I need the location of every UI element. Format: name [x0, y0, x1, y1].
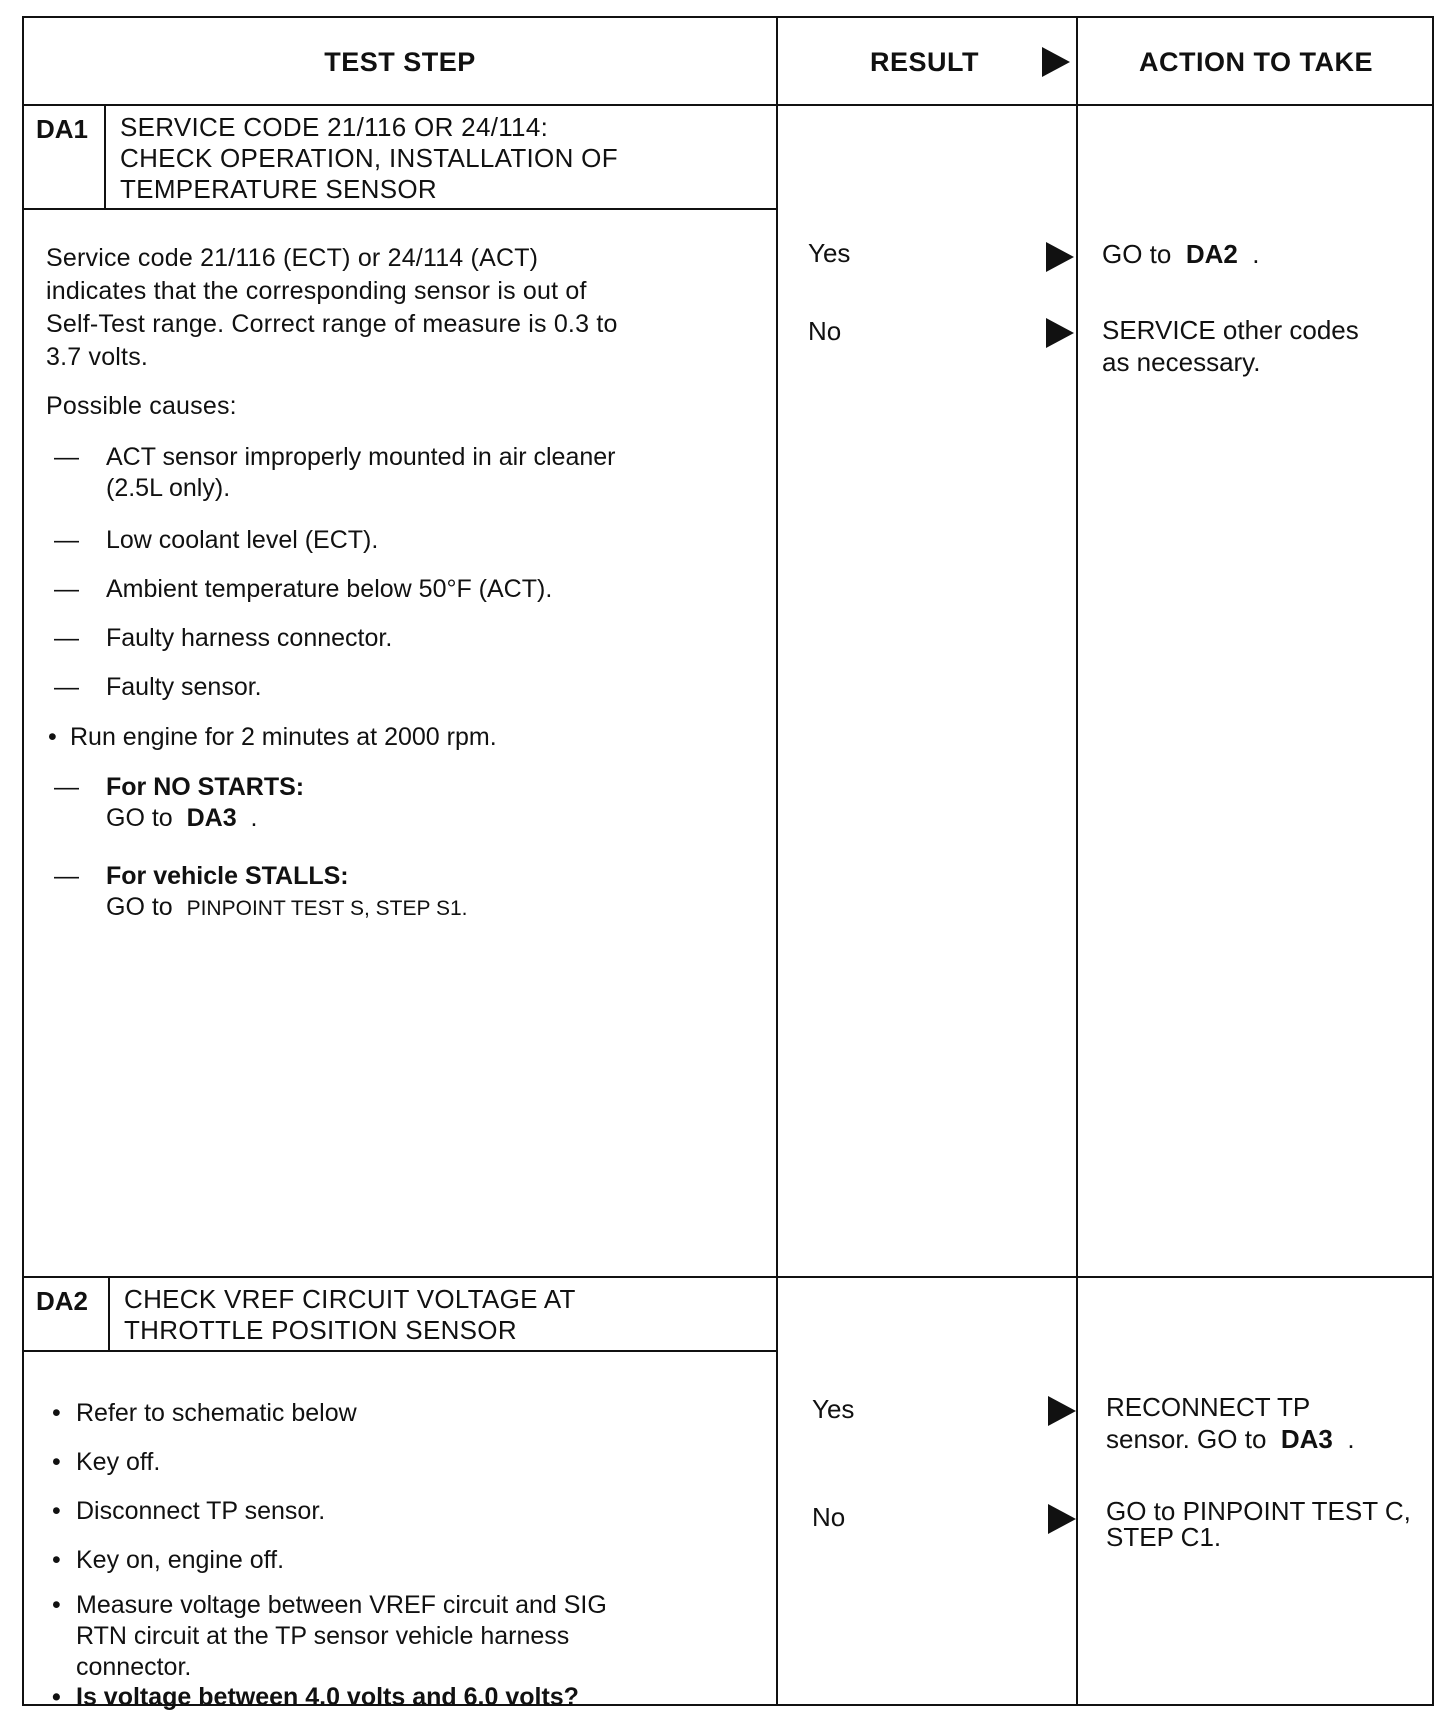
dash-icon: — [54, 862, 79, 890]
da2-action-no-line: STEP C1. [1106, 1522, 1222, 1552]
da2-bullet: Key on, engine off. [76, 1546, 285, 1574]
da1-no-starts [106, 772, 304, 834]
dash-icon: — [54, 443, 79, 471]
da2-title-line: CHECK VREF CIRCUIT VOLTAGE AT [124, 1284, 576, 1314]
da1-step-header [24, 106, 776, 210]
bullet-icon: • [52, 1497, 61, 1525]
da1-cause-line: (2.5L only). [106, 474, 231, 502]
da1-cause: Ambient temperature below 50°F (ACT). [106, 575, 553, 603]
da1-intro-line: 3.7 volts. [46, 343, 149, 371]
dash-icon: — [54, 624, 79, 652]
da1-action-no [1102, 314, 1359, 378]
da1-run-engine: Run engine for 2 minutes at 2000 rpm. [70, 723, 497, 751]
da2-step-id: DA2 [24, 1278, 110, 1350]
da1-cause [106, 442, 616, 504]
go-to-text: sensor. GO to [1106, 1424, 1267, 1454]
da1-intro-line: Service code 21/116 (ECT) or 24/114 (ACT) [46, 244, 539, 272]
period-text: . [1347, 1424, 1355, 1454]
da2-measure-line: Measure voltage between VREF circuit and SIG [76, 1591, 607, 1619]
diagnostic-table [22, 16, 1434, 1711]
da2-title-line: THROTTLE POSITION SENSOR [124, 1315, 517, 1345]
header-result: RESULT [870, 46, 979, 77]
da2-action-yes-target[interactable]: DA3 [1280, 1424, 1333, 1454]
bullet-icon: • [52, 1591, 61, 1619]
da2-bullet: Key off. [76, 1448, 161, 1476]
da1-cause: Faulty sensor. [106, 673, 262, 701]
da2-question: Is voltage between 4.0 volts and 6.0 volts? [76, 1683, 579, 1711]
da2-action-no [1106, 1498, 1411, 1550]
da2-result-yes: Yes [812, 1394, 855, 1424]
da1-step-id: DA1 [24, 106, 106, 208]
da1-intro-line: Self-Test range. Correct range of measure is 0.3 to [46, 310, 618, 338]
column-divider-result [776, 18, 778, 1704]
column-divider-action [1076, 18, 1078, 1704]
da2-bullet: Disconnect TP sensor. [76, 1497, 326, 1525]
da2-bullet: Refer to schematic below [76, 1399, 357, 1427]
period-text: . [250, 804, 258, 832]
da2-action-yes [1106, 1391, 1355, 1455]
bullet-icon: • [52, 1683, 61, 1711]
da1-intro [46, 242, 761, 374]
da2-measure-line: RTN circuit at the TP sensor vehicle harness [76, 1622, 570, 1650]
da1-step-title [106, 106, 776, 208]
header-test-step: TEST STEP [324, 46, 476, 77]
da1-action-no-line: as necessary. [1102, 347, 1261, 377]
da1-no-starts-label: For NO STARTS: [106, 773, 305, 801]
da1-result-yes: Yes [808, 238, 851, 268]
da1-stalls-go [106, 892, 467, 924]
bullet-icon: • [48, 723, 57, 751]
da1-stalls [106, 861, 467, 924]
header-action: ACTION TO TAKE [1139, 46, 1373, 77]
bullet-icon: • [52, 1546, 61, 1574]
header-arrow-icon [1042, 47, 1070, 77]
result-arrow-icon [1046, 318, 1074, 348]
da1-stalls-label: For vehicle STALLS: [106, 862, 349, 890]
bullet-icon: • [52, 1399, 61, 1427]
da2-action-yes-line [1106, 1423, 1355, 1455]
da2-action-yes-line: RECONNECT TP [1106, 1392, 1311, 1422]
da1-action-yes [1102, 238, 1260, 270]
dash-icon: — [54, 673, 79, 701]
da1-cause-line: ACT sensor improperly mounted in air cleaner [106, 443, 616, 471]
da1-no-starts-target[interactable]: DA3 [186, 804, 237, 832]
bullet-icon: • [52, 1448, 61, 1476]
da1-possible-causes-label: Possible causes: [46, 392, 237, 420]
go-to-text: GO to [106, 893, 173, 921]
result-arrow-icon [1048, 1504, 1076, 1534]
result-arrow-icon [1048, 1396, 1076, 1426]
da1-stalls-target[interactable]: PINPOINT TEST S, STEP S1. [186, 897, 468, 920]
da1-intro-line: indicates that the corresponding sensor is out of [46, 277, 587, 305]
da1-action-yes-target[interactable]: DA2 [1185, 239, 1238, 269]
go-to-text: GO to [106, 804, 173, 832]
period-text: . [1252, 239, 1260, 269]
da2-measure [76, 1590, 607, 1683]
go-to-text: GO to [1102, 239, 1172, 269]
da1-result-no: No [808, 316, 842, 346]
da2-step-header [24, 1278, 776, 1352]
da1-title-line: TEMPERATURE SENSOR [120, 174, 437, 204]
da2-result-no: No [812, 1502, 846, 1532]
da1-action-no-line: SERVICE other codes [1102, 315, 1359, 345]
dash-icon: — [54, 773, 79, 801]
result-arrow-icon [1046, 242, 1074, 272]
da1-cause: Low coolant level (ECT). [106, 526, 379, 554]
da2-measure-line: connector. [76, 1653, 192, 1681]
da2-action-no-line[interactable]: GO to PINPOINT TEST C, [1106, 1496, 1411, 1526]
da1-title-line: CHECK OPERATION, INSTALLATION OF [120, 143, 618, 173]
da1-title-line: SERVICE CODE 21/116 OR 24/114: [120, 112, 549, 142]
da2-step-title [110, 1278, 776, 1350]
da1-no-starts-go [106, 803, 304, 834]
da1-cause: Faulty harness connector. [106, 624, 393, 652]
dash-icon: — [54, 526, 79, 554]
dash-icon: — [54, 575, 79, 603]
